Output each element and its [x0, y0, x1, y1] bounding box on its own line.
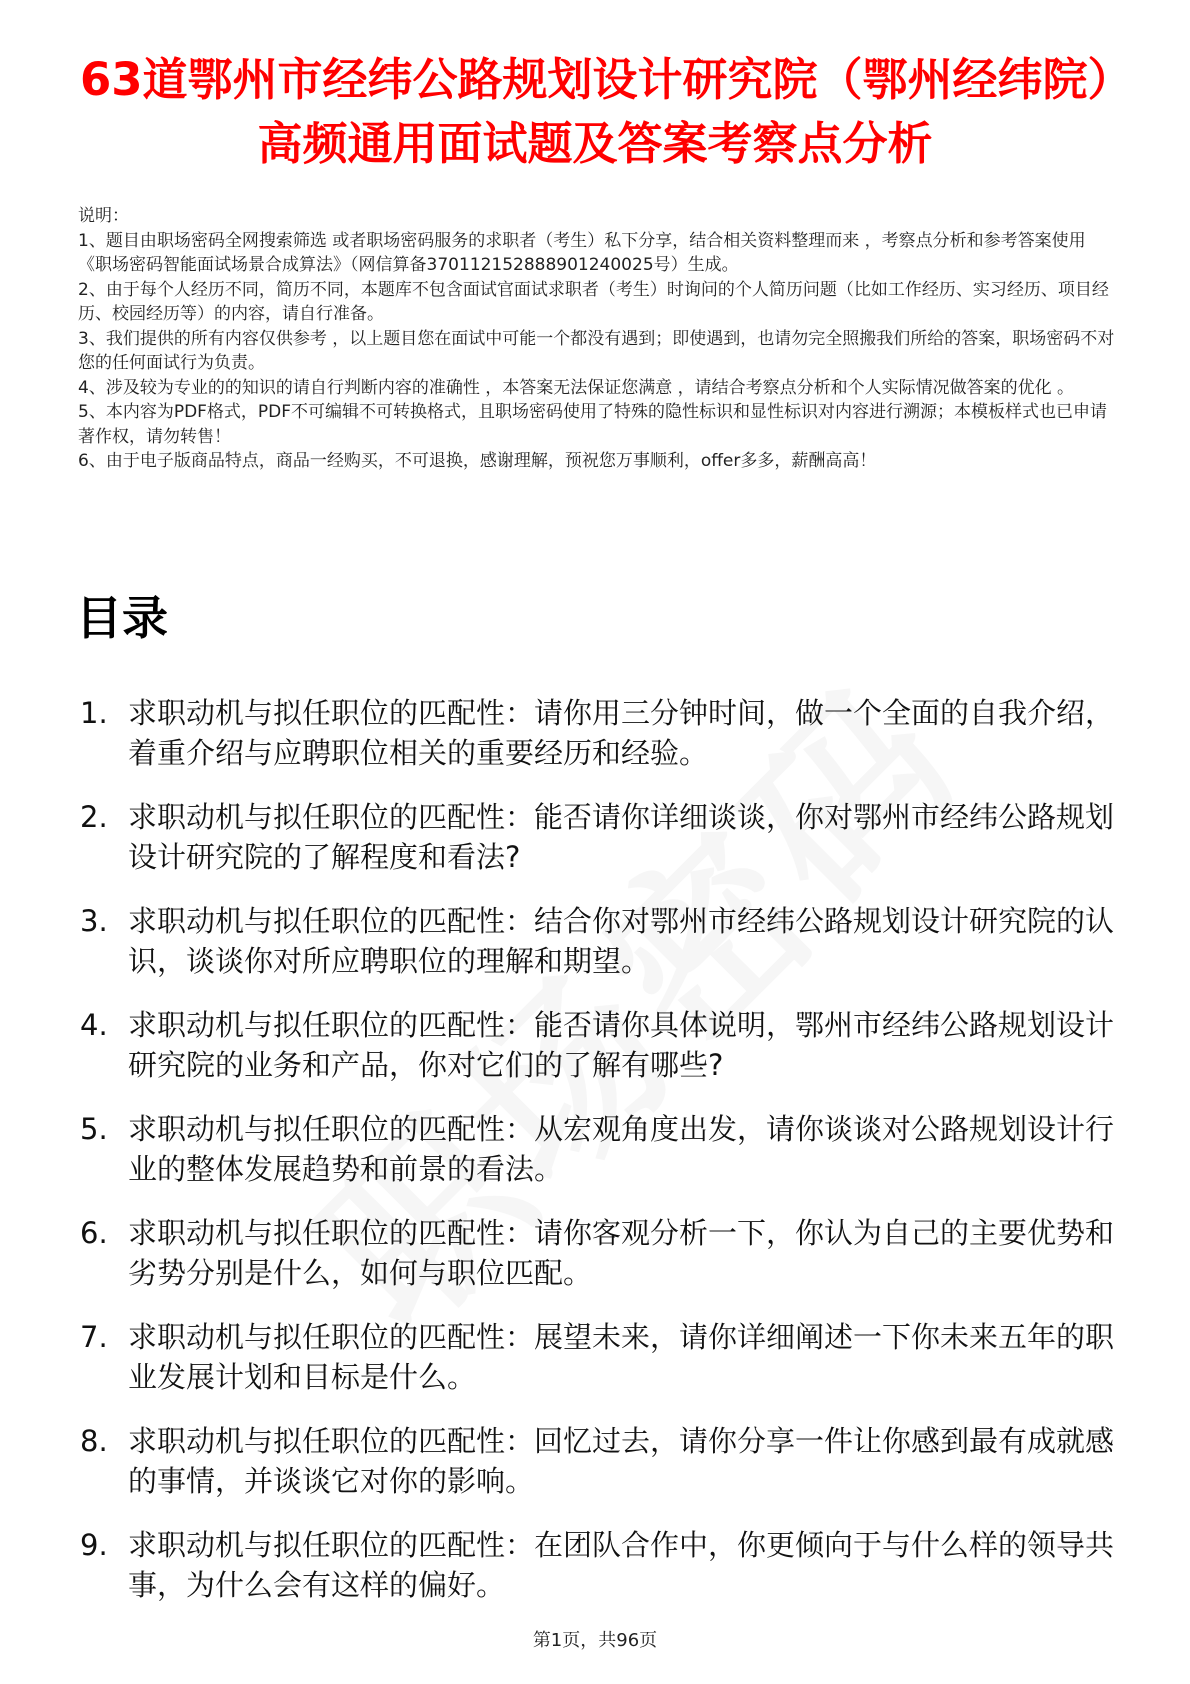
- toc-item-text: 求职动机与拟任职位的匹配性：在团队合作中，你更倾向于与什么样的领导共事，为什么会有这样的偏好。: [128, 1528, 1115, 1602]
- toc-heading: 目录: [76, 591, 168, 645]
- toc-item[interactable]: [80, 693, 1120, 773]
- toc-item-text: 求职动机与拟任职位的匹配性：能否请你详细谈谈，你对鄂州市经纬公路规划设计研究院的了解程度和看法?: [128, 800, 1115, 874]
- toc-item-text: 求职动机与拟任职位的匹配性：结合你对鄂州市经纬公路规划设计研究院的认识，谈谈你对所应聘职位的理解和期望。: [128, 904, 1115, 978]
- toc-item-number: 6.: [80, 1216, 108, 1250]
- toc-item-text: 求职动机与拟任职位的匹配性：展望未来，请你详细阐述一下你未来五年的职业发展计划和目标是什么。: [128, 1320, 1115, 1394]
- note-item: 2、由于每个人经历不同，简历不同，本题库不包含面试官面试求职者（考生）时询问的个人简历问题（比如工作经历、实习经历、项目经历、校园经历等）的内容，请自行准备。: [78, 279, 1109, 324]
- toc-item[interactable]: [80, 1109, 1120, 1189]
- document-title: 63道鄂州市经纬公路规划设计研究院（鄂州经纬院）高频通用面试题及答案考察点分析: [79, 53, 1111, 170]
- toc-item[interactable]: [80, 901, 1120, 981]
- note-item: 3、我们提供的所有内容仅供参考 ，以上题目您在面试中可能一个都没有遇到；即使遇到，也请勿完全照搬我们所给的答案，职场密码不对您的任何面试行为负责。: [78, 328, 1115, 373]
- toc-item[interactable]: [80, 1213, 1120, 1293]
- toc-item-number: 1.: [80, 696, 108, 730]
- toc-item[interactable]: [80, 1525, 1120, 1605]
- toc-item-number: 7.: [80, 1320, 108, 1354]
- toc-item-text: 求职动机与拟任职位的匹配性：请你用三分钟时间，做一个全面的自我介绍，着重介绍与应聘职位相关的重要经历和经验。: [128, 696, 1115, 770]
- toc-item-number: 9.: [80, 1528, 108, 1562]
- note-item: 4、涉及较为专业的的知识的请自行判断内容的准确性 ，本答案无法保证您满意 ，请结合考察点分析和个人实际情况做答案的优化 。: [78, 377, 1075, 398]
- toc-item[interactable]: [80, 1005, 1120, 1085]
- notes-heading: 说明：: [78, 206, 129, 226]
- note-item: 6、由于电子版商品特点，商品一经购买，不可退换，感谢理解，预祝您万事顺利，offer多多，薪酬高高！: [78, 451, 877, 471]
- disclaimer-notes: [78, 204, 1118, 474]
- toc-item[interactable]: [80, 1317, 1120, 1397]
- toc-item[interactable]: [80, 1421, 1120, 1501]
- table-of-contents: [80, 693, 1120, 1629]
- toc-item-number: 2.: [80, 800, 108, 834]
- toc-item-number: 5.: [80, 1112, 108, 1146]
- toc-item-text: 求职动机与拟任职位的匹配性：从宏观角度出发，请你谈谈对公路规划设计行业的整体发展趋势和前景的看法。: [128, 1112, 1115, 1186]
- toc-item-number: 4.: [80, 1008, 108, 1042]
- toc-item-number: 3.: [80, 904, 108, 938]
- toc-item-text: 求职动机与拟任职位的匹配性：请你客观分析一下，你认为自己的主要优势和劣势分别是什么，如何与职位匹配。: [128, 1216, 1115, 1290]
- note-item: 1、题目由职场密码全网搜索筛选 或者职场密码服务的求职者（考生）私下分享，结合相关资料整理而来 ，考察点分析和参考答案使用《职场密码智能面试场景合成算法》（网信算备370112152888901240025号）生成。: [78, 230, 1086, 275]
- toc-item-number: 8.: [80, 1424, 108, 1458]
- toc-item-text: 求职动机与拟任职位的匹配性：回忆过去，请你分享一件让你感到最有成就感的事情，并谈谈它对你的影响。: [128, 1424, 1115, 1498]
- note-item: 5、本内容为PDF格式，PDF不可编辑不可转换格式，且职场密码使用了特殊的隐性标识和显性标识对内容进行溯源；本模板样式也已申请著作权，请勿转售！: [78, 402, 1108, 447]
- toc-item[interactable]: [80, 797, 1120, 877]
- page-footer: 第1页，共96页: [532, 1630, 658, 1651]
- toc-item-text: 求职动机与拟任职位的匹配性：能否请你具体说明，鄂州市经纬公路规划设计研究院的业务和产品，你对它们的了解有哪些?: [128, 1008, 1115, 1082]
